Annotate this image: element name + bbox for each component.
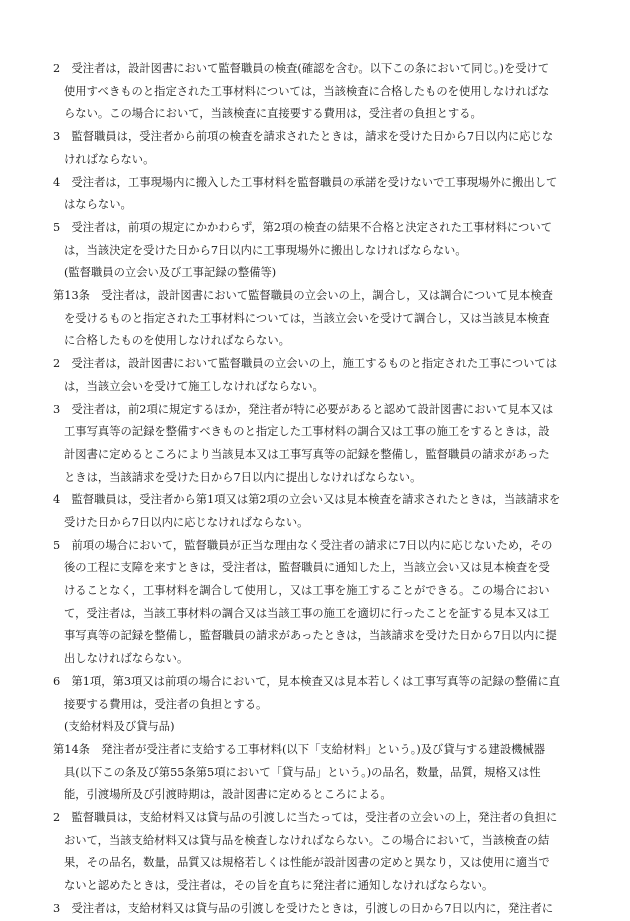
text-line: 後の工程に支障を来すときは，受注者は，監督職員に通知した上，当該立会い又は見本検査を受 — [64, 561, 550, 575]
text-line: 2 受注者は，設計図書において監督職員の検査(確認を含む。以下この条において同じ。)を受けて — [53, 62, 550, 75]
text-line: 出しなければならない。 — [64, 652, 189, 666]
text-line: 具(以下この条及び第55条第5項において「貸与品」という。)の品名，数量，品質，規格又は性 — [64, 765, 541, 779]
text-line: 使用すべきものと指定された工事材料については，当該検査に合格したものを使用しなければな — [64, 84, 550, 98]
text-line: て，受注者は，当該工事材料の調合又は当該工事の施工を適切に行ったことを証する見本又は工 — [64, 606, 550, 620]
text-line: 2 受注者は，設計図書において監督職員の立会いの上，施工するものと指定された工事については — [53, 357, 558, 371]
text-line: (支給材料及び貸与品) — [64, 720, 175, 734]
text-line: 受けた日から7日以内に応じなければならない。 — [64, 515, 309, 529]
text-line: (監督職員の立会い及び工事記録の整備等) — [64, 266, 277, 280]
text-line: 事写真等の記録を整備し，監督職員の請求があったときは，当該請求を受けた日から7日以内に提 — [64, 629, 557, 643]
text-line: 3 監督職員は，受注者から前項の検査を請求されたときは，請求を受けた日から7日以内に応じな — [53, 130, 554, 144]
text-line: 5 受注者は，前項の規定にかかわらず，第2項の検査の結果不合格と決定された工事材料について — [53, 220, 553, 234]
text-line: 果，その品名，数量，品質又は規格若しくは性能が設計図書の定めと異なり，又は使用に適当で — [64, 856, 550, 870]
text-line: に合格したものを使用しなければならない。 — [64, 334, 290, 348]
text-line: 4 受注者は，工事現場内に搬入した工事材料を監督職員の承諾を受けないで工事現場外に搬出して — [53, 175, 558, 189]
text-line: 3 受注者は，支給材料又は貸与品の引渡しを受けたときは，引渡しの日から7日以内に，発注者に — [53, 901, 554, 915]
text-line: ときは，当該請求を受けた日から7日以内に提出しなければならない。 — [64, 470, 422, 484]
text-line: 計図書に定めるところにより当該見本又は工事写真等の記録を整備し，監督職員の請求があった — [64, 447, 550, 461]
text-line: ければならない。 — [64, 152, 155, 166]
text-line: ないと認めたときは，受注者は，その旨を直ちに発注者に通知しなければならない。 — [64, 879, 494, 893]
text-line: 第13条 受注者は，設計図書において監督職員の立会いの上，調合し，又は調合について見本検査 — [53, 289, 553, 302]
text-line: おいて，当該支給材料又は貸与品を検査しなければならない。この場合において，当該検査の結 — [64, 833, 550, 847]
text-line: けることなく，工事材料を調合して使用し，又は工事を施工することができる。この場合におい — [64, 584, 550, 598]
text-line: 能，引渡場所及び引渡時期は，設計図書に定めるところによる。 — [64, 788, 392, 802]
text-line: は，当該決定を受けた日から7日以内に工事現場外に搬出しなければならない。 — [64, 243, 467, 257]
text-line: はならない。 — [64, 198, 132, 212]
text-line: 工事写真等の記録を整備すべきものと指定した工事材料の調合又は工事の施工をするときは，設 — [64, 425, 550, 439]
text-line: 4 監督職員は，受注者から第1項又は第2項の立会い又は見本検査を請求されたときは，当該請求を — [53, 493, 561, 507]
text-line: 第14条 発注者が受注者に支給する工事材料(以下「支給材料」という。)及び貸与する建設機械器 — [53, 743, 546, 756]
text-line: 5 前項の場合において，監督職員が正当な理由なく受注者の請求に7日以内に応じないため，その — [53, 538, 553, 552]
text-line: らない。この場合において，当該検査に直接要する費用は，受注者の負担とする。 — [64, 107, 482, 121]
text-line: 2 監督職員は，支給材料又は貸与品の引渡しに当たっては，受注者の立会いの上，発注者の負担に — [53, 811, 558, 825]
text-line: は，当該立会いを受けて施工しなければならない。 — [64, 379, 324, 393]
text-line: を受けるものと指定された工事材料については，当該立会いを受けて調合し，又は当該見本検査 — [64, 311, 550, 325]
text-line: 3 受注者は，前2項に規定するほか，発注者が特に必要があると認めて設計図書において見本又は — [53, 402, 554, 416]
text-line: 6 第1項，第3項又は前項の場合において，見本検査又は見本若しくは工事写真等の記録の整備に直 — [53, 674, 561, 688]
text-line: 接要する費用は，受注者の負担とする。 — [64, 697, 268, 711]
